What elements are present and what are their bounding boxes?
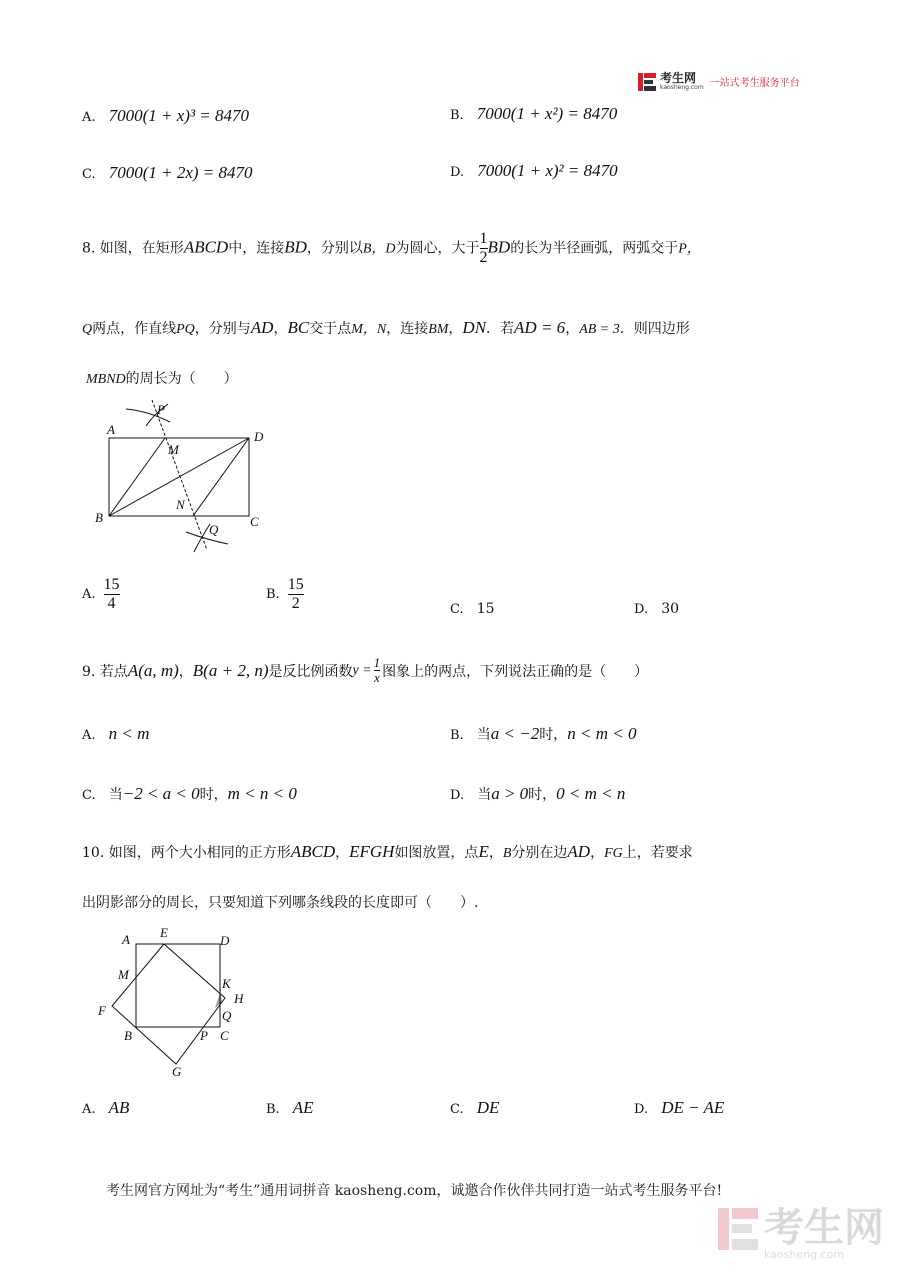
segment-bm (109, 438, 165, 516)
option-expression: m < n < 0 (227, 784, 297, 803)
kaosheng-logo-icon (638, 73, 656, 91)
q8-text: ，分别以 (306, 240, 363, 257)
q10-text: 10. 如图，两个大小相同的正方形 (82, 845, 291, 861)
q8-text: 8. 如图，在矩形 (82, 240, 184, 257)
q7-option-b[interactable] (450, 104, 617, 124)
q8-math: AD = 6 (514, 318, 566, 337)
q9-stem (82, 656, 648, 686)
q9-option-a[interactable] (82, 724, 149, 744)
q10-text: ， (335, 845, 350, 861)
option-label: D. (634, 602, 649, 617)
q8-text: 两点，作直线 (92, 321, 177, 337)
q8-text: ，连接 (386, 321, 429, 337)
q8-math: BM (428, 322, 449, 337)
option-expression: 0 < m < n (556, 784, 626, 803)
option-label: B. (450, 728, 464, 743)
frac-numerator: 1 (479, 230, 488, 247)
q8-text: 中，连接 (228, 240, 285, 257)
option-expression: DE − AE (661, 1098, 725, 1117)
q8-text: ，分别与 (194, 321, 251, 337)
q10-option-b[interactable] (266, 1098, 314, 1118)
option-text: 时， (528, 787, 557, 803)
option-expression: DE (476, 1098, 500, 1117)
label-d: D (254, 429, 264, 444)
label-g: G (172, 1064, 182, 1079)
q8-text: ， (565, 321, 580, 337)
q8-math: AD (250, 318, 274, 337)
q8-math: BD (487, 237, 511, 257)
q9-fraction (374, 656, 381, 686)
option-value: 15 (476, 601, 495, 617)
label-q: Q (209, 522, 219, 537)
label-m: M (118, 967, 129, 982)
q10-math: ABCD (290, 842, 336, 861)
square-efgh (112, 944, 225, 1064)
label-a: A (107, 422, 115, 437)
q8-option-a[interactable] (82, 576, 120, 612)
watermark-domain: kaosheng.com (764, 1248, 845, 1261)
option-label: D. (634, 1102, 649, 1117)
label-f: F (98, 1003, 106, 1018)
logo-brand: 考生网 (660, 71, 697, 85)
option-label: C. (82, 167, 96, 182)
label-p: P (200, 1028, 208, 1043)
q8-text: ．则四边形 (619, 321, 690, 337)
frac-denominator: 2 (479, 248, 488, 266)
q8-text: ， (273, 321, 288, 337)
q8-text: 为圆心，大于 (395, 240, 480, 257)
q9-option-d[interactable] (450, 784, 625, 804)
q10-text: 分别在边 (511, 845, 568, 861)
label-m: M (168, 442, 179, 457)
option-label: C. (82, 788, 96, 803)
option-fraction (288, 576, 304, 612)
label-c: C (220, 1028, 229, 1043)
q10-text: 出阴影部分的周长，只要知道下列哪条线段的长度即可（ ）. (82, 895, 479, 911)
q10-math: E (478, 842, 489, 861)
q9-option-b[interactable] (450, 724, 636, 744)
option-label: A. (82, 586, 96, 602)
option-label: A. (82, 1102, 96, 1117)
q8-math: Q (82, 322, 93, 337)
q8-text: ．若 (486, 321, 515, 337)
q8-figure (88, 396, 278, 556)
q9-text: ， (178, 663, 193, 680)
label-d: D (220, 933, 230, 948)
label-q: Q (222, 1008, 232, 1023)
label-b: B (95, 510, 103, 525)
q8-option-b[interactable] (266, 576, 304, 612)
q9-text: 9. 若点 (82, 663, 128, 680)
q8-stem-line2 (82, 318, 690, 338)
line-pq (152, 400, 207, 550)
option-expression: 7000(1 + x²) = 8470 (476, 104, 618, 123)
q10-option-a[interactable] (82, 1098, 129, 1118)
frac-denominator: 4 (107, 594, 116, 612)
option-expression: AE (292, 1098, 314, 1117)
option-label: B. (266, 586, 280, 602)
q10-stem-line1 (82, 842, 693, 862)
q8-option-d[interactable] (634, 598, 679, 617)
q10-option-c[interactable] (450, 1098, 499, 1118)
q8-stem-line1 (82, 230, 701, 266)
q8-stem-line3 (86, 368, 238, 388)
option-label: B. (266, 1102, 280, 1117)
label-a: A (122, 932, 130, 947)
q8-text: ， (448, 321, 463, 337)
option-condition: a > 0 (491, 784, 529, 803)
segment-dn (193, 438, 249, 516)
q10-stem-line2 (82, 892, 478, 912)
option-expression: AB (108, 1098, 130, 1117)
frac-denominator: 2 (291, 594, 300, 612)
option-label: D. (450, 788, 465, 803)
q9-math: B(a + 2, n) (192, 660, 269, 680)
q10-math: FG (604, 846, 623, 861)
q9-text: 图象上的两点，下列说法正确的是（ ） (382, 663, 649, 680)
label-h: H (234, 991, 244, 1006)
q10-option-d[interactable] (634, 1098, 724, 1118)
frac-numerator: 15 (103, 576, 120, 593)
arc-lower-2 (194, 524, 210, 552)
q8-math: ABCD (183, 237, 229, 257)
option-fraction (104, 576, 120, 612)
q10-figure (92, 922, 262, 1082)
watermark-brand: 考生网 (764, 1205, 884, 1251)
q10-text: 上，若要求 (622, 845, 693, 861)
frac-denominator: x (374, 670, 380, 686)
q8-text: 的周长为（ ） (125, 371, 238, 387)
q7-option-a[interactable] (82, 106, 249, 126)
q10-math: EFGH (349, 842, 395, 861)
q10-text: ， (488, 845, 503, 861)
label-c: C (250, 514, 259, 529)
option-text: 当 (477, 787, 492, 803)
frac-numerator: 1 (373, 655, 381, 670)
q7-option-d[interactable] (450, 161, 618, 181)
q8-math: BD (284, 237, 307, 257)
label-p: P (157, 402, 165, 417)
option-expression: n < m (108, 724, 150, 743)
q8-math: AB = 3 (579, 322, 620, 337)
footer-note: 考生网官方网址为“考生”通用词拼音 kaosheng.com，诚邀合作伙伴共同打造一站式考生服务平台! (106, 1183, 723, 1199)
option-label: B. (450, 108, 464, 123)
watermark-logo (718, 1205, 884, 1261)
option-label: A. (82, 728, 96, 743)
option-value: 30 (661, 601, 680, 617)
option-text: 时， (199, 787, 228, 803)
frac-numerator: 15 (287, 576, 304, 593)
option-label: A. (82, 110, 96, 125)
q8-math: B，D (362, 241, 396, 257)
q9-math: y = (352, 662, 372, 678)
arc-lower-1 (186, 532, 228, 544)
option-text: 当 (108, 787, 123, 803)
q10-math: AD (567, 842, 591, 861)
option-text: 时， (539, 727, 568, 743)
option-label: C. (450, 1102, 464, 1117)
option-condition: a < −2 (490, 724, 540, 743)
option-expression: 7000(1 + x)³ = 8470 (108, 106, 250, 125)
q8-math: PQ (176, 322, 195, 337)
option-condition: −2 < a < 0 (122, 784, 200, 803)
q9-text: 是反比例函数 (268, 663, 353, 680)
q8-text: 交于点 (309, 321, 352, 337)
q8-math: DN (462, 318, 487, 337)
option-label: C. (450, 602, 464, 617)
q9-option-c[interactable] (82, 784, 297, 804)
q8-fraction-half (480, 230, 488, 266)
q10-math: B (502, 846, 512, 861)
q8-text: 的长为半径画弧，两弧交于 (510, 240, 679, 257)
watermark-logo-icon (718, 1208, 758, 1250)
logo-domain: kaosheng.com (660, 84, 704, 91)
option-expression: 7000(1 + x)² = 8470 (477, 161, 618, 180)
q10-text: 如图放置，点 (394, 845, 479, 861)
q8-math: P， (678, 241, 701, 257)
label-n: N (176, 497, 185, 512)
option-text: 当 (476, 727, 491, 743)
label-b: B (124, 1028, 132, 1043)
option-expression: 7000(1 + 2x) = 8470 (108, 163, 253, 182)
header-logo (638, 72, 800, 91)
label-e: E (160, 925, 168, 940)
q9-math: A(a, m) (127, 660, 179, 680)
option-expression: n < m < 0 (567, 724, 637, 743)
logo-slogan: 一站式考生服务平台 (709, 78, 800, 89)
q8-math: MBND (86, 372, 126, 387)
option-label: D. (450, 165, 465, 180)
q8-math: BC (287, 318, 310, 337)
label-k: K (222, 976, 231, 991)
q8-option-c[interactable] (450, 598, 495, 617)
q8-math: M，N (351, 322, 387, 337)
q10-text: ， (590, 845, 605, 861)
q7-option-c[interactable] (82, 163, 253, 183)
